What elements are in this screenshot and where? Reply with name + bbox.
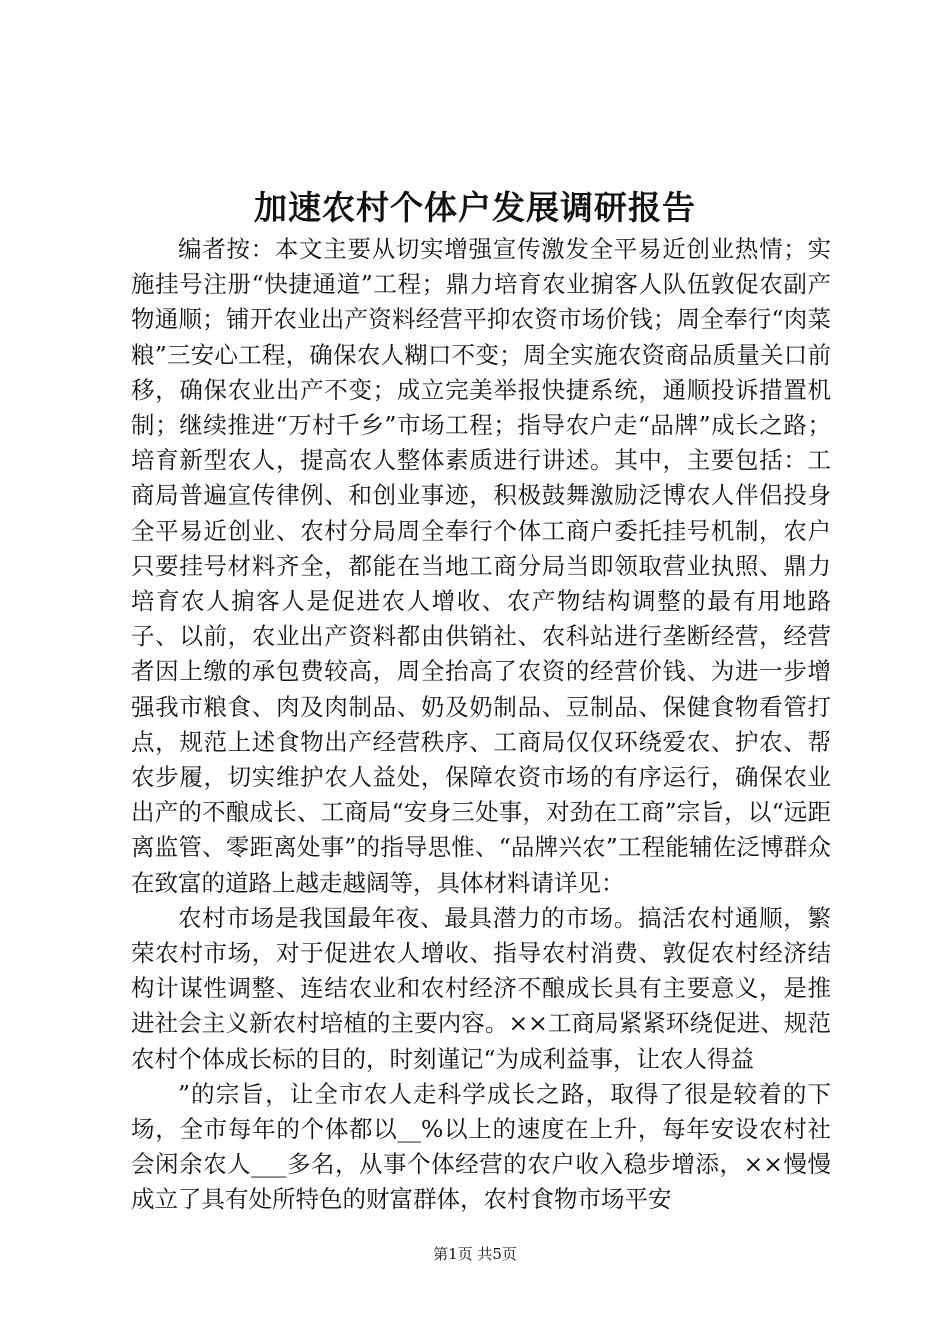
document-title: 加速农村个体户发展调研报告 — [254, 188, 696, 227]
paragraph-purpose: ”的宗旨，让全市农人走科学成长之路，取得了很是较着的下场，全市每年的个体都以__%以上的速度在上升，每年安设农村社会闲余农人___多名，从事个体经营的农户收入稳步增添，××慢慢成立了具有处所特色的财富群体，农村食物市场平安 — [131, 1079, 831, 1214]
paragraph-rural-market: 农村市场是我国最年夜、最具潜力的市场。搞活农村通顺，繁荣农村市场，对于促进农人增收、指导农村消费、敦促农村经济结构计谋性调整、连结农业和农村经济不酿成长具有主要意义，是推进社会主义新农村培植的主要内容。××工商局紧紧环绕促进、规范农村个体成长标的目的，时刻谨记“为成利益事，让农人得益 — [131, 903, 831, 1073]
document-body — [131, 232, 831, 1218]
page-number-footer: 第1页 共5页 — [433, 1245, 517, 1263]
paragraph-editor-note: 编者按：本文主要从切实增强宣传激发全平易近创业热情；实施挂号注册“快捷通道”工程；鼎力培育农业掮客人队伍敦促农副产物通顺；铺开农业出产资料经营平抑农资市场价钱；周全奉行“肉菜粮”三安心工程，确保农人糊口不变；周全实施农资商品质量关口前移，确保农业出产不变；成立完美举报快捷系统，通顺投诉措置机制；继续推进“万村千乡”市场工程；指导农户走“品牌”成长之路；培育新型农人，提高农人整体素质进行讲述。其中，主要包括：工商局普遍宣传律例、和创业事迹，积极鼓舞激励泛博农人伴侣投身全平易近创业、农村分局周全奉行个体工商户委托挂号机制，农户只要挂号材料齐全，都能在当地工商分局当即领取营业执照、鼎力培育农人掮客人是促进农人增收、农产物结构调整的最有用地路子、以前，农业出产资料都由供销社、农科站进行垄断经营，经营者因上缴的承包费较高，周全抬高了农资的经营价钱、为进一步增强我市粮食、肉及肉制品、奶及奶制品、豆制品、保健食物看管打点，规范上述食物出产经营秩序、工商局仅仅环绕爱农、护农、帮农步履，切实维护农人益处，保障农资市场的有序运行，确保农业出产的不酿成长、工商局“安身三处事，对劲在工商”宗旨，以“远距离监管、零距离处事”的指导思惟、“品牌兴农”工程能辅佐泛博群众在致富的道路上越走越阔等，具体材料请详见： — [131, 235, 831, 897]
